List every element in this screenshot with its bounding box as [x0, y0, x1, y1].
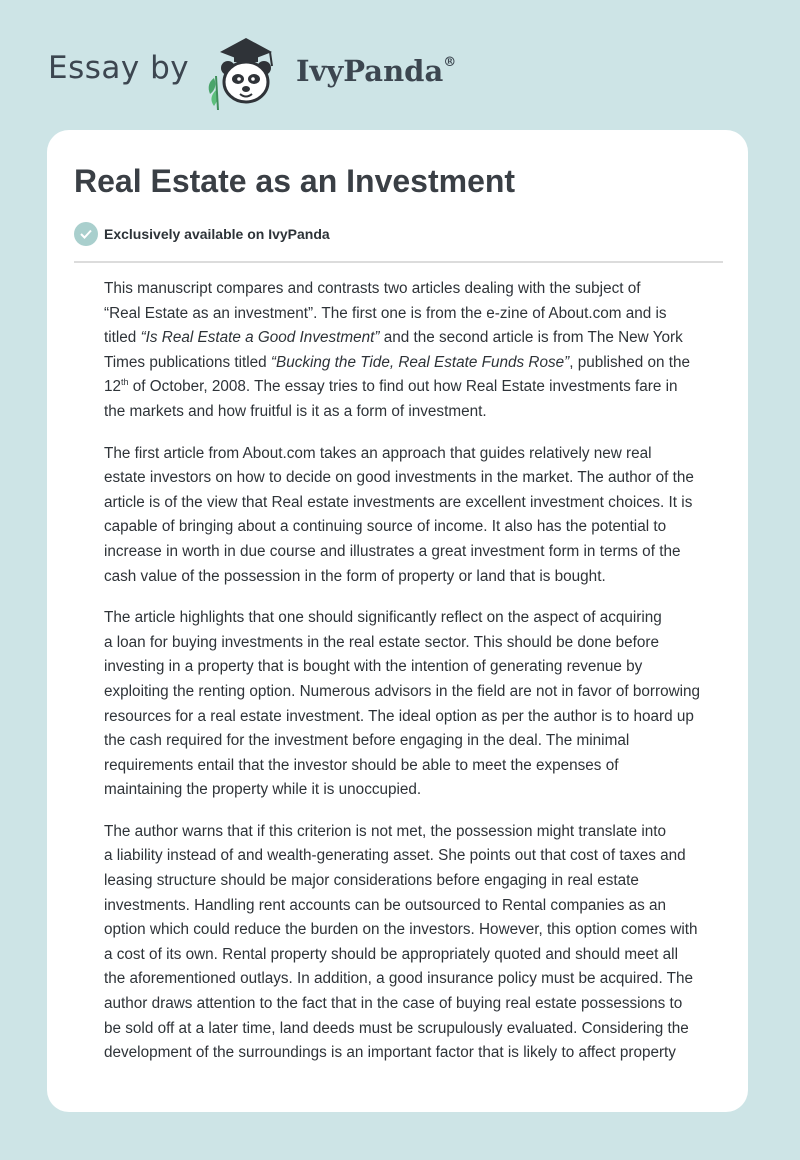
article-paragraph	[74, 820, 734, 1066]
article-body	[74, 277, 734, 1083]
paragraph-line: investing in a property that is bought with the intention of generating revenue by	[104, 658, 643, 676]
paragraph-line: This manuscript compares and contrasts two articles dealing with the subject of	[104, 280, 641, 297]
line-text: titled	[104, 329, 141, 347]
line-text: of October, 2008. The essay tries to find out how Real Estate investments fare in	[128, 378, 678, 396]
paragraph-line: cash value of the possession in the form of property or land that is bought.	[104, 567, 606, 585]
paragraph-line: requirements entail that the investor should be able to meet the expenses of	[104, 756, 619, 774]
paragraph-line	[74, 326, 734, 351]
paragraph-line: “Real Estate as an investment”. The first one is from the e-zine of About.com and is	[104, 304, 667, 322]
paragraph-line: the aforementioned outlays. In addition, a good insurance policy must be acquired. The	[104, 970, 694, 988]
check-circle-icon	[74, 222, 98, 246]
brand-header[interactable]	[48, 30, 488, 110]
brand-prefix: Essay by	[48, 50, 190, 86]
line-text: 12	[104, 378, 122, 396]
paragraph-line: the cash required for the investment before engaging in the deal. The minimal	[104, 732, 630, 750]
paragraph-line: The article highlights that one should significantly reflect on the aspect of acquiring	[104, 609, 662, 627]
paragraph-line: be sold off at a later time, land deeds must be scrupulously evaluated. Considering the	[104, 1019, 689, 1037]
brand-name: IvyPanda®	[296, 54, 457, 88]
article-paragraph	[74, 442, 734, 590]
paragraph-line: capable of bringing about a continuing source of income. It also has the potential to	[104, 518, 667, 536]
line-text: , published on the	[569, 353, 690, 371]
paragraph-line: development of the surroundings is an important factor that is likely to affect property	[104, 1044, 676, 1062]
paragraph-line	[74, 375, 734, 400]
paragraph-line: a cost of its own. Rental property should be appropriately quoted and should meet all	[104, 945, 678, 963]
paragraph-line: The first article from About.com takes an approach that guides relatively new real	[104, 444, 652, 462]
paragraph-line: resources for a real estate investment. The ideal option as per the author is to hoard up	[104, 707, 694, 725]
article-paragraph	[74, 277, 734, 425]
paragraph-line: The author warns that if this criterion is not met, the possession might translate into	[104, 822, 667, 840]
divider	[74, 261, 723, 263]
paragraph-line: leasing structure should be major considerations before engaging in real estate	[104, 872, 639, 890]
badge-label: Exclusively available on IvyPanda	[104, 226, 330, 242]
paragraph-line: a loan for buying investments in the real estate sector. This should be done before	[104, 633, 659, 651]
ordinal-suffix: th	[121, 377, 129, 388]
paragraph-line	[74, 351, 734, 376]
article-paragraph	[74, 606, 734, 803]
line-text: and the second article is from The New York	[379, 329, 683, 347]
paragraph-line: the markets and how fruitful is it as a form of investment.	[104, 402, 487, 420]
paragraph-line: a liability instead of and wealth-generating asset. She points out that cost of taxes and	[104, 847, 686, 865]
article-card	[47, 130, 748, 1112]
paragraph-line: maintaining the property while it is unoccupied.	[104, 781, 422, 799]
paragraph-line: exploiting the renting option. Numerous advisors in the field are not in favor of borrowing	[104, 682, 701, 700]
paragraph-line: author draws attention to the fact that in the case of buying real estate possessions to	[104, 995, 683, 1013]
paragraph-line: option which could reduce the burden on the investors. However, this option comes with	[104, 921, 698, 939]
paragraph-line: investments. Handling rent accounts can be outsourced to Rental companies as an	[104, 896, 667, 914]
panda-logo-icon	[200, 32, 296, 112]
article-citation-title: “Bucking the Tide, Real Estate Funds Rose”	[270, 353, 570, 371]
page-title: Real Estate as an Investment	[74, 163, 516, 199]
line-text: Times publications titled	[104, 353, 271, 371]
article-citation-title: “Is Real Estate a Good Investment”	[140, 329, 380, 347]
paragraph-line: article is of the view that Real estate investments are excellent investment choices. It is	[104, 493, 693, 511]
paragraph-line: estate investors on how to decide on good investments in the market. The author of the	[104, 469, 694, 487]
paragraph-line: increase in worth in due course and illustrates a great investment form in terms of the	[104, 542, 681, 560]
exclusive-badge	[74, 222, 330, 246]
